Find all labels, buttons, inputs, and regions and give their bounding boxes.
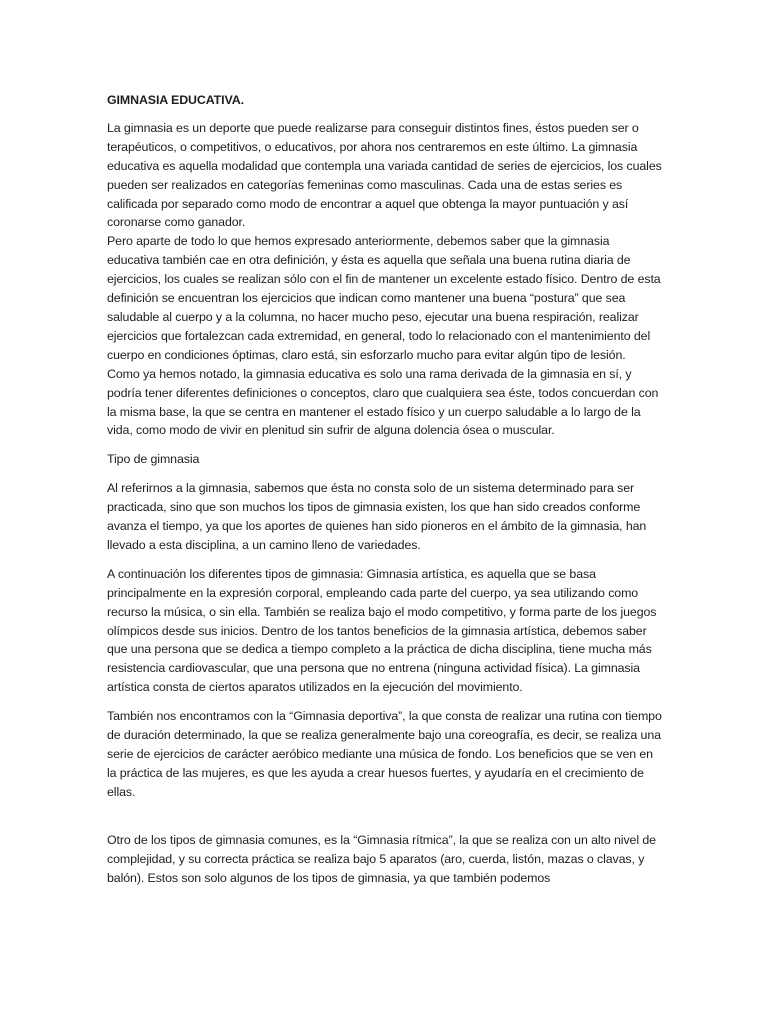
paragraph: Pero aparte de todo lo que hemos expresado anteriormente, debemos saber que la gimnasia educativa también cae en otra definición, y ésta es aquella que señala una buena rutina diaria de ejercicios, los cuales se realizan sólo con el fin de mantener un excelente estado físico. Dentro de esta definición se encuentran los ejercicios que indican como mantener una buena “postura” que sea saludable al cuerpo y a la columna, no hacer mucho peso, ejecutar una buena respiración, realizar ejercicios que fortalezcan cada extremidad, en general, todo lo relacionado con el mantenimiento del cuerpo en condiciones óptimas, claro está, sin esforzarlo mucho para evitar algún tipo de lesión.: [107, 234, 661, 362]
document-body: [107, 91, 662, 887]
paragraph: A continuación los diferentes tipos de gimnasia: Gimnasia artística, es aquella que se basa principalmente en la expresión corporal, empleando cada parte del cuerpo, ya sea utilizando como recurso la música, o sin ella. También se realiza bajo el modo competitivo, y forma parte de los juegos olímpicos desde sus inicios. Dentro de los tantos beneficios de la gimnasia artística, debemos saber que una persona que se dedica a tiempo completo a la práctica de dicha disciplina, tiene mucha más resistencia cardiovascular, que una persona que no entrena (ninguna actividad física). La gimnasia artística consta de ciertos aparatos utilizados en la ejecución del movimiento.: [107, 566, 657, 695]
paragraph: También nos encontramos con la “Gimnasia deportiva”, la que consta de realizar una rutina con tiempo de duración determinado, la que se realiza generalmente bajo una coreografía, es decir, se realiza una serie de ejercicios de carácter aeróbico mediante una música de fondo. Los beneficios que se ven en la práctica de las mujeres, es que les ayuda a crear huesos fuertes, y ayudaría en el crecimiento de ellas.: [107, 709, 662, 799]
document-title: GIMNASIA EDUCATIVA.: [107, 93, 244, 107]
paragraph: Otro de los tipos de gimnasia comunes, es la “Gimnasia rítmica”, la que se realiza con un alto nivel de complejidad, y su correcta práctica se realiza bajo 5 aparatos (aro, cuerda, listón, mazas o clavas, y balón). Estos son solo algunos de los tipos de gimnasia, ya que también podemos: [107, 832, 656, 885]
section-heading: Tipo de gimnasia: [107, 452, 200, 467]
paragraph: Al referirnos a la gimnasia, sabemos que ésta no consta solo de un sistema determinado para ser practicada, sino que son muchos los tipos de gimnasia existen, los que han sido creados conforme avanza el tiempo, ya que los aportes de quienes han sido pioneros en el ámbito de la gimnasia, han llevado a esta disciplina, a un camino lleno de variedades.: [107, 481, 647, 552]
paragraph: La gimnasia es un deporte que puede realizarse para conseguir distintos fines, éstos pueden ser o terapéuticos, o competitivos, o educativos, por ahora nos centraremos en este último. La gimnasia educativa es aquella modalidad que contempla una variada cantidad de series de ejercicios, los cuales pueden ser realizados en categorías femeninas como masculinas. Cada una de estas series es calificada por separado como modo de encontrar a aquel que obtenga la mayor puntuación y así coronarse como ganador.: [107, 120, 662, 230]
paragraph: Como ya hemos notado, la gimnasia educativa es solo una rama derivada de la gimnasia en sí, y podría tener diferentes definiciones o conceptos, claro que cualquiera sea éste, todos concuerdan con la misma base, la que se centra en mantener el estado físico y un cuerpo saludable a lo largo de la vida, como modo de vivir en plenitud sin sufrir de alguna dolencia ósea o muscular.: [107, 366, 659, 438]
